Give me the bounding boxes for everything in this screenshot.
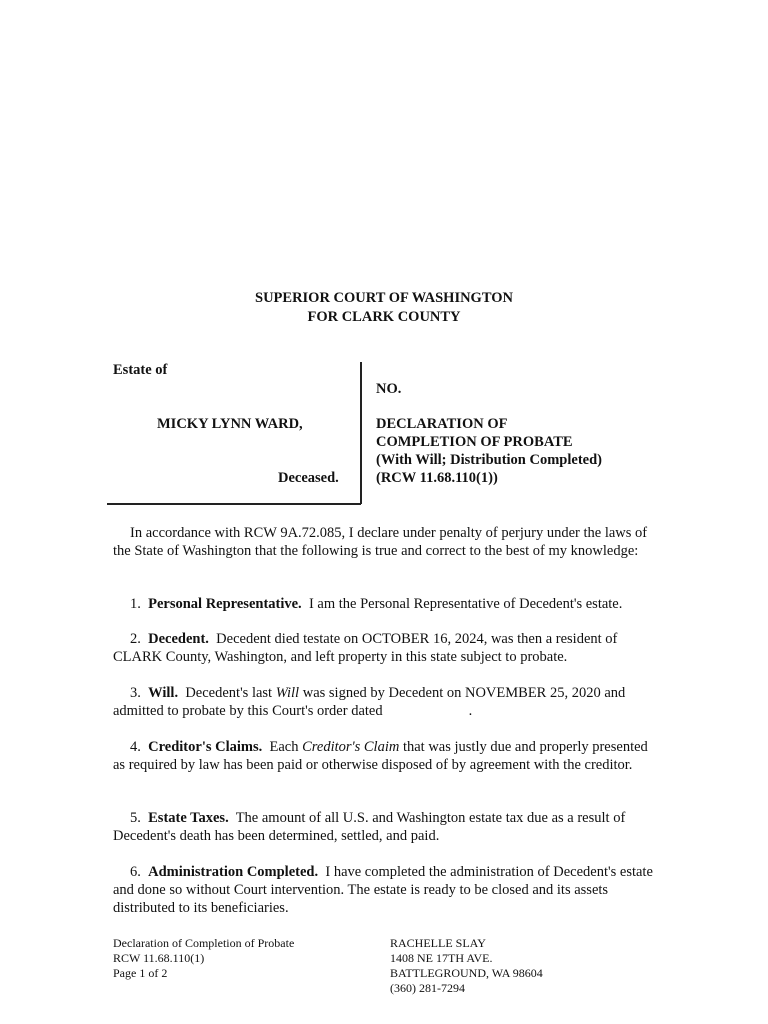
caption-vertical-rule (360, 362, 362, 504)
footer-preparer-info (390, 936, 543, 996)
item-text: Decedent's last (185, 685, 276, 701)
case-number-label: NO. (376, 381, 402, 397)
item-number: 6. (130, 864, 141, 880)
document-title-line: (RCW 11.68.110(1)) (376, 470, 498, 486)
intro-text: In accordance with RCW 9A.72.085, I declare under penalty of perjury under the laws of the State of Washington that the following is true and correct to the best of my knowledge: (113, 525, 648, 559)
item-number: 2. (130, 631, 141, 647)
preparer-street: 1408 NE 17TH AVE. (390, 951, 493, 965)
item-number: 4. (130, 739, 141, 755)
item-heading: Decedent. (148, 631, 209, 647)
preparer-city: BATTLEGROUND, WA 98604 (390, 966, 543, 980)
item-heading: Will. (148, 685, 179, 701)
preparer-name: RACHELLE SLAY (390, 936, 486, 950)
document-title (376, 415, 602, 487)
deceased-label: Deceased. (278, 470, 339, 486)
court-name: SUPERIOR COURT OF WASHINGTON (255, 290, 513, 306)
item-text: was signed by Decedent on NOVEMBER 25, 2020 and admitted to probate by this Court's order dated (113, 685, 626, 719)
footer-line: Declaration of Completion of Probate (113, 936, 295, 950)
declaration-item-6 (113, 863, 658, 917)
declaration-item-2 (113, 630, 658, 666)
item-text: I am the Personal Representative of Decedent's estate. (308, 596, 623, 612)
item-text: that was justly due and properly presented as required by law has been paid or otherwise disposed of by agreement with the creditor. (113, 739, 648, 773)
item-heading: Estate Taxes. (148, 810, 229, 826)
estate-of-label: Estate of (113, 362, 168, 378)
decedent-name: MICKY LYNN WARD, (157, 416, 303, 432)
item-heading: Personal Representative. (148, 596, 302, 612)
item-number: 3. (130, 685, 141, 701)
declaration-item-5 (113, 809, 658, 845)
declaration-item-1 (113, 595, 658, 613)
intro-paragraph (113, 524, 658, 560)
item-number: 5. (130, 810, 141, 826)
item-text-italic: Creditor's Claim (302, 739, 400, 755)
item-text-italic: Will (275, 685, 300, 701)
preparer-phone: (360) 281-7294 (390, 981, 465, 995)
document-title-line: COMPLETION OF PROBATE (376, 434, 573, 450)
document-title-line: (With Will; Distribution Completed) (376, 452, 602, 468)
item-text: Each (269, 739, 303, 755)
item-text-end: . (468, 703, 473, 719)
item-heading: Creditor's Claims. (148, 739, 263, 755)
footer-line: RCW 11.68.110(1) (113, 951, 205, 965)
item-heading: Administration Completed. (148, 864, 319, 880)
item-text: The amount of all U.S. and Washington estate tax due as a result of Decedent's death has been determined, settled, and paid. (113, 810, 626, 844)
declaration-item-4 (113, 738, 658, 774)
item-text: Decedent died testate on OCTOBER 16, 2024, was then a resident of CLARK County, Washington, and left property in this state subject to probate. (113, 631, 618, 665)
court-county: FOR CLARK COUNTY (307, 309, 461, 325)
item-text: I have completed the administration of Decedent's estate and done so without Court intervention. The estate is ready to be closed and its assets distributed to its beneficiaries. (113, 864, 653, 916)
footer-page-number: Page 1 of 2 (113, 966, 168, 980)
declaration-item-3 (113, 684, 658, 720)
caption-horizontal-rule (107, 503, 361, 505)
document-title-line: DECLARATION OF (376, 416, 508, 432)
item-number: 1. (130, 596, 141, 612)
footer-document-info (113, 936, 294, 981)
